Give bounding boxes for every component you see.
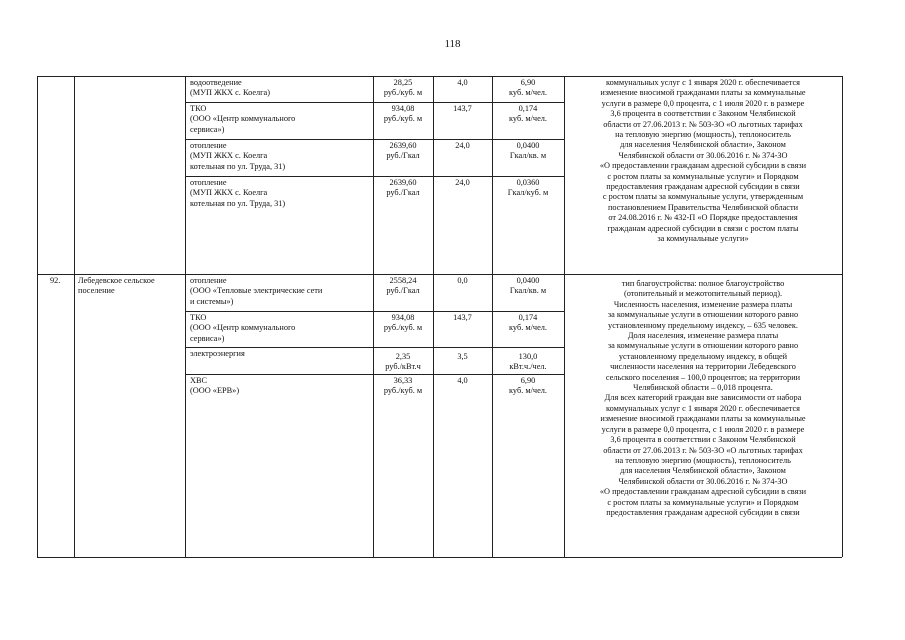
note-line: изменение вносимой гражданами платы за коммунальные xyxy=(600,88,806,98)
growth-cell: 4,0 xyxy=(457,376,468,385)
service-cell: ХВС (ООО «ЕРВ») xyxy=(190,376,240,396)
table-border-top xyxy=(37,76,842,77)
growth-cell: 4,0 xyxy=(457,78,468,87)
service-cell: электроэнергия xyxy=(190,349,245,358)
note-line: за коммунальные услуги в отношении которого равно xyxy=(607,341,799,351)
note-line: тип благоустройства: полное благоустройство xyxy=(621,279,785,288)
volume-cell: 130,0 кВт.ч./чел. xyxy=(509,352,547,372)
note-line: за коммунальные услуги в отношении которого равно xyxy=(607,310,799,320)
growth-cell: 3,5 xyxy=(457,352,468,361)
note-line: Численность населения, изменение размера платы xyxy=(613,299,793,309)
tariff-cell: 2639,60 руб./Гкал xyxy=(386,141,420,161)
service-cell: водоотведение (МУП ЖКХ с. Коелга) xyxy=(190,78,270,98)
note-line: 3,6 процента в соответствии с Законом Челябинской xyxy=(610,435,796,445)
note-line: (отопительный и межотопительный период). xyxy=(623,289,783,299)
volume-cell: 6,90 куб. м/чел. xyxy=(509,376,547,396)
tariff-cell: 934,08 руб./куб. м xyxy=(383,313,423,333)
note-line: услуги в размере 0,0 процента, с 1 июля 2020 г. в размере xyxy=(601,424,805,434)
note-line: численности населения на территории Лебедевского xyxy=(610,362,796,372)
note-text-bottom xyxy=(564,279,842,518)
note-line: области от 27.06.2013 г. № 503-ЗО «О льготных тарифах xyxy=(603,445,803,455)
row-number: 92. xyxy=(50,276,61,285)
row-divider xyxy=(185,374,564,375)
service-cell: отопление (МУП ЖКХ с. Коелга котельная по ул. Труда, 31) xyxy=(190,178,286,208)
note-line: для населения Челябинской области», Законом xyxy=(620,140,786,150)
note-line: изменение вносимой гражданами платы за коммунальные xyxy=(600,414,806,424)
service-cell: отопление (ООО «Тепловые электрические сети и системы») xyxy=(190,276,323,306)
row-divider xyxy=(185,347,564,348)
note-line: с ростом платы за коммунальные услуги, утвержденным xyxy=(602,192,804,202)
column-divider xyxy=(74,76,75,557)
tariff-cell: 2639,60 руб./Гкал xyxy=(386,178,420,198)
note-line: предоставления гражданам адресной субсидии в связи xyxy=(606,507,800,517)
note-line: постановлением Правительства Челябинской области xyxy=(607,202,799,212)
column-divider xyxy=(492,76,493,557)
column-divider xyxy=(433,76,434,557)
tariff-cell: 2558,24 руб./Гкал xyxy=(386,276,420,296)
note-line: для населения Челябинской области», Законом xyxy=(620,466,786,476)
row-divider xyxy=(185,139,564,140)
volume-cell: 0,174 куб. м/чел. xyxy=(509,313,547,333)
growth-cell: 24,0 xyxy=(455,178,470,187)
note-line: области от 27.06.2013 г. № 503-ЗО «О льготных тарифах xyxy=(603,119,803,129)
note-line: коммунальных услуг с 1 января 2020 г. обеспечивается xyxy=(605,403,800,413)
tariff-cell: 934,08 руб./куб. м xyxy=(383,104,423,124)
volume-cell: 6,90 куб. м/чел. xyxy=(509,78,547,98)
growth-cell: 0,0 xyxy=(457,276,468,285)
note-text-top xyxy=(564,78,842,245)
note-line: с ростом платы за коммунальные услуги» и Порядком xyxy=(607,497,799,507)
row-divider xyxy=(37,274,842,275)
column-divider xyxy=(185,76,186,557)
growth-cell: 143,7 xyxy=(453,313,472,322)
note-line: услуги в размере 0,0 процента, с 1 июля 2020 г. в размере xyxy=(601,98,805,108)
note-line: установленному предельному индексу, в общей xyxy=(618,351,788,361)
column-divider xyxy=(373,76,374,557)
tariff-cell: 2,35 руб./кВт.ч xyxy=(385,352,421,372)
row-divider xyxy=(185,311,564,312)
note-line: 3,6 процента в соответствии с Законом Челябинской xyxy=(610,109,796,119)
note-line: за коммунальные услуги» xyxy=(657,234,749,244)
growth-cell: 24,0 xyxy=(455,141,470,150)
note-line: на тепловую энергию (мощность), теплоноситель xyxy=(615,130,791,140)
note-line: предоставления гражданам адресной субсидии в связи xyxy=(606,182,800,192)
note-line: от 24.08.2016 г. № 432-П «О Порядке предоставления xyxy=(608,213,798,223)
settlement-name: Лебедевское сельское поселение xyxy=(78,276,155,296)
note-line: Для всех категорий граждан вне зависимости от набора xyxy=(604,393,802,403)
page-number: 118 xyxy=(444,38,461,50)
volume-cell: 0,0360 Гкал/куб. м xyxy=(507,178,549,198)
table-border-bottom xyxy=(37,557,842,558)
service-cell: ТКО (ООО «Центр коммунального сервиса») xyxy=(190,104,296,134)
table-border-left xyxy=(37,76,38,557)
service-cell: ТКО (ООО «Центр коммунального сервиса») xyxy=(190,313,296,343)
note-line: с ростом платы за коммунальные услуги» и Порядком xyxy=(607,171,799,181)
note-line: сельского поселения – 100,0 процентов; на территории xyxy=(605,372,801,382)
note-line: Доля населения, изменение размера платы xyxy=(627,331,779,341)
row-divider xyxy=(185,102,564,103)
service-cell: отопление (МУП ЖКХ с. Коелга котельная по ул. Труда, 31) xyxy=(190,141,286,171)
note-line: «О предоставлении гражданам адресной субсидии в связи xyxy=(599,487,807,497)
note-line: «О предоставлении гражданам адресной субсидии в связи xyxy=(599,161,807,171)
note-line: на тепловую энергию (мощность), теплоноситель xyxy=(615,455,791,465)
note-line: коммунальных услуг с 1 января 2020 г. обеспечивается xyxy=(605,78,800,87)
tariff-cell: 36,33 руб./куб. м xyxy=(383,376,423,396)
growth-cell: 143,7 xyxy=(453,104,472,113)
row-divider xyxy=(185,176,564,177)
note-line: Челябинской области от 30.06.2016 г. № 374-ЗО xyxy=(618,150,788,160)
note-line: установленному предельному индексу, – 635 человек. xyxy=(608,320,798,330)
volume-cell: 0,174 куб. м/чел. xyxy=(509,104,547,124)
volume-cell: 0,0400 Гкал/кв. м xyxy=(509,276,547,296)
table-border-right xyxy=(842,76,843,557)
volume-cell: 0,0400 Гкал/кв. м xyxy=(509,141,547,161)
note-line: Челябинской области – 0,018 процента. xyxy=(633,383,773,393)
note-line: гражданам адресной субсидии в связи с ростом платы xyxy=(607,223,799,233)
note-line: Челябинской области от 30.06.2016 г. № 374-ЗО xyxy=(618,476,788,486)
tariff-cell: 28,25 руб./куб. м xyxy=(383,78,423,98)
